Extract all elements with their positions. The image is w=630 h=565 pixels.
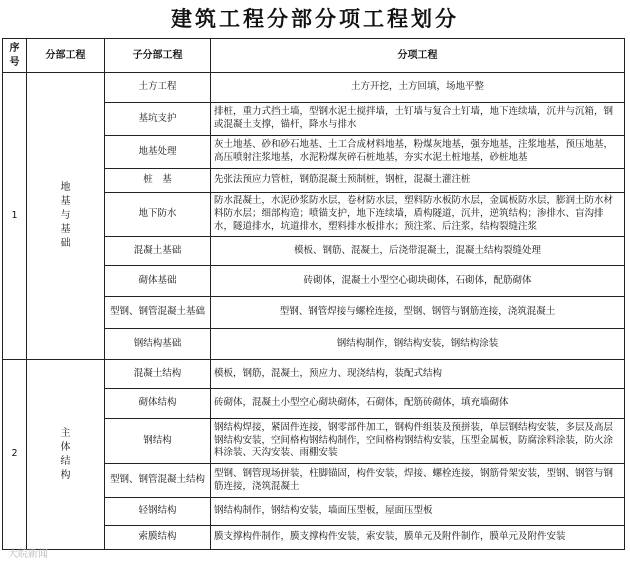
header-row bbox=[3, 39, 625, 73]
item-cell: 膜支撑构件制作，膜支撑构件安装，索安装，膜单元及附件制作，膜单元及附件安装 bbox=[211, 526, 625, 550]
item-cell: 钢结构焊接，紧固件连接，钢零部件加工，钢构件组装及预拼装，单层钢结构安装，多层及高层钢结构安装，空间格构钢结构制作，空间格构钢结构安装，压型金属板，防腐涂料涂装，防火涂料涂装、天沟安装、雨棚安装 bbox=[211, 419, 625, 464]
group-seq: 1 bbox=[3, 73, 27, 360]
item-cell: 钢结构制作，钢结构安装，钢结构涂装 bbox=[211, 329, 625, 360]
group-seq: 2 bbox=[3, 360, 27, 550]
group-part bbox=[27, 360, 105, 550]
group-part-label: 主体结构 bbox=[60, 427, 71, 481]
header-seq: 序号 bbox=[3, 39, 27, 73]
item-cell: 钢结构制作，钢结构安装，墙面压型板，屋面压型板 bbox=[211, 498, 625, 526]
sub-part-cell: 土方工程 bbox=[105, 73, 211, 103]
sub-part-cell: 地基处理 bbox=[105, 136, 211, 169]
sub-part-cell: 砌体结构 bbox=[105, 389, 211, 419]
sub-part-cell: 钢结构 bbox=[105, 419, 211, 464]
item-cell: 防水混凝土，水泥砂浆防水层，卷材防水层，塑料防水板防水层，金属板防水层，膨润土防水材料防水层；细部构造；喷锚支护，地下连续墙，盾构隧道，沉井，逆筑结构；渗排水、盲沟排水，隧道排水，坑道排水，塑料排水板排水；预注浆、后注浆，结构裂缝注浆 bbox=[211, 193, 625, 237]
watermark-text: 大皖新闻 bbox=[8, 549, 48, 560]
sub-part-cell: 索膜结构 bbox=[105, 526, 211, 550]
sub-part-cell: 砌体基础 bbox=[105, 266, 211, 297]
sub-part-cell: 钢结构基础 bbox=[105, 329, 211, 360]
item-cell: 灰土地基、砂和砂石地基、土工合成材料地基，粉煤灰地基，强夯地基，注浆地基，预压地基，高压喷射注浆地基，水泥粉煤灰碎石桩地基，夯实水泥土桩地基，砂桩地基 bbox=[211, 136, 625, 169]
item-cell: 先张法预应力管桩，钢筋混凝土预制桩，钢桩，混凝土灌注桩 bbox=[211, 169, 625, 193]
document-title: 建筑工程分部分项工程划分 bbox=[171, 6, 459, 31]
header-part: 分部工程 bbox=[27, 39, 105, 73]
item-cell: 型钢、钢管焊接与螺栓连接，型钢、钢管与钢筋连接，浇筑混凝土 bbox=[211, 297, 625, 329]
item-cell: 土方开挖，土方回填，场地平整 bbox=[211, 73, 625, 103]
table-row bbox=[3, 360, 625, 389]
sub-part-cell: 型钢、钢管混凝土基础 bbox=[105, 297, 211, 329]
item-cell: 型钢、钢管现场拼装，柱脚锚固，构件安装，焊接、螺栓连接，钢筋骨架安装，型钢、钢管与钢筋连接，浇筑混凝土 bbox=[211, 464, 625, 498]
header-item: 分项工程 bbox=[211, 39, 625, 73]
sub-part-cell: 基坑支护 bbox=[105, 103, 211, 136]
group-part-label: 地基与基础 bbox=[60, 182, 71, 249]
sub-part-cell: 混凝土基础 bbox=[105, 237, 211, 266]
sub-part-cell: 轻钢结构 bbox=[105, 498, 211, 526]
header-sub: 子分部工程 bbox=[105, 39, 211, 73]
sub-part-cell: 桩 基 bbox=[105, 169, 211, 193]
group-part bbox=[27, 73, 105, 360]
item-cell: 模板，钢筋，混凝土，预应力、现浇结构，装配式结构 bbox=[211, 360, 625, 389]
item-cell: 砖砌体，混凝土小型空心砌块砌体，石砌体，配筋砖砌体，填充墙砌体 bbox=[211, 389, 625, 419]
sub-part-cell: 混凝土结构 bbox=[105, 360, 211, 389]
item-cell: 排桩，重力式挡土墙，型钢水泥土搅拌墙，土钉墙与复合土钉墙，地下连续墙，沉井与沉箱，钢或混凝土支撑，锚杆，降水与排水 bbox=[211, 103, 625, 136]
item-cell: 模板、钢筋、混凝土，后浇带混凝土，混凝土结构裂缝处理 bbox=[211, 237, 625, 266]
sub-part-cell: 地下防水 bbox=[105, 193, 211, 237]
item-cell: 砖砌体，混凝土小型空心砌块砌体，石砌体，配筋砌体 bbox=[211, 266, 625, 297]
table-row bbox=[3, 73, 625, 103]
sub-part-cell: 型钢、钢管混凝土结构 bbox=[105, 464, 211, 498]
subdivision-table bbox=[2, 38, 625, 550]
